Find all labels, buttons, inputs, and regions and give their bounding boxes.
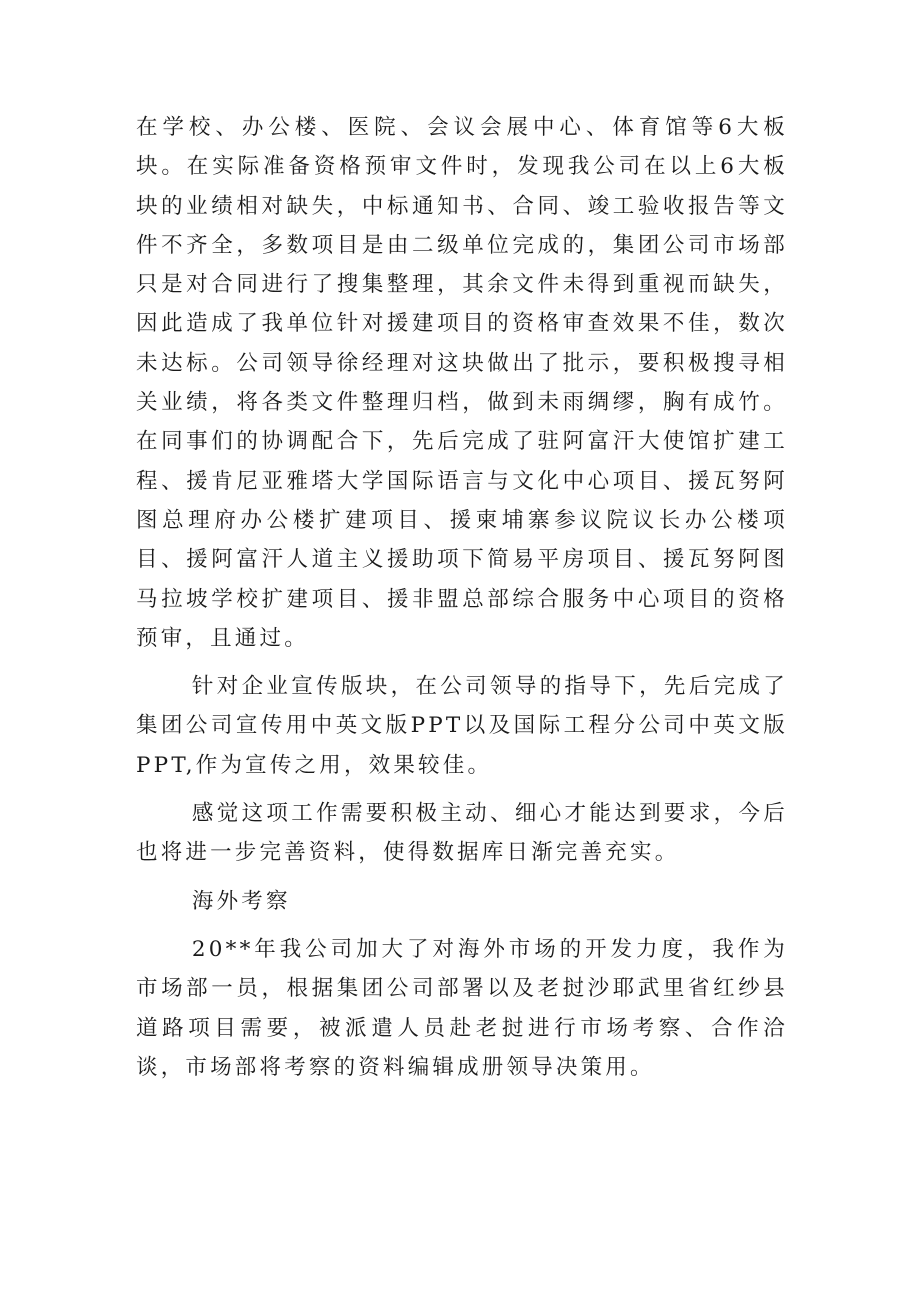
document-body xyxy=(136,108,788,1087)
paragraph-gap xyxy=(136,658,788,667)
paragraph-gap xyxy=(136,921,788,930)
paragraph-aid-project-prequalification: 在学校、办公楼、医院、会议会展中心、体育馆等6大板块。在实际准备资格预审文件时，发现我公司在以上6大板块的业绩相对缺失，中标通知书、合同、竣工验收报告等文件不齐全，多数项目是由二级单位完成的，集团公司市场部只是对合同进行了搜集整理，其余文件未得到重视而缺失，因此造成了我单位针对援建项目的资格审查效果不佳，数次未达标。公司领导徐经理对这块做出了批示，要积极搜寻相关业绩，将各类文件整理归档，做到未雨绸缪，胸有成竹。在同事们的协调配合下，先后完成了驻阿富汗大使馆扩建工程、援肯尼亚雅塔大学国际语言与文化中心项目、援瓦努阿图总理府办公楼扩建项目、援柬埔寨参议院议长办公楼项目、援阿富汗人道主义援助项下简易平房项目、援瓦努阿图马拉坡学校扩建项目、援非盟总部综合服务中心项目的资格预审，且通过。 xyxy=(136,115,788,651)
paragraph-gap xyxy=(136,785,788,794)
paragraph-gap xyxy=(136,873,788,882)
section-heading-overseas-inspection: 海外考察 xyxy=(191,888,291,914)
paragraph-corporate-promotion: 针对企业宣传版块，在公司领导的指导下，先后完成了集团公司宣传用中英文版PPT以及国际工程分公司中英文版PPT,作为宣传之用，效果较佳。 xyxy=(136,674,788,778)
paragraph-overseas-inspection: 20**年我公司加大了对海外市场的开发力度，我作为市场部一员，根据集团公司部署以及老挝沙耶武里省红纱县道路项目需要，被派遣人员赴老挝进行市场考察、合作洽谈，市场部将考察的资料编辑成册领导决策用。 xyxy=(136,936,788,1080)
paragraph-work-reflection: 感觉这项工作需要积极主动、细心才能达到要求，今后也将进一步完善资料，使得数据库日渐完善充实。 xyxy=(136,801,788,866)
